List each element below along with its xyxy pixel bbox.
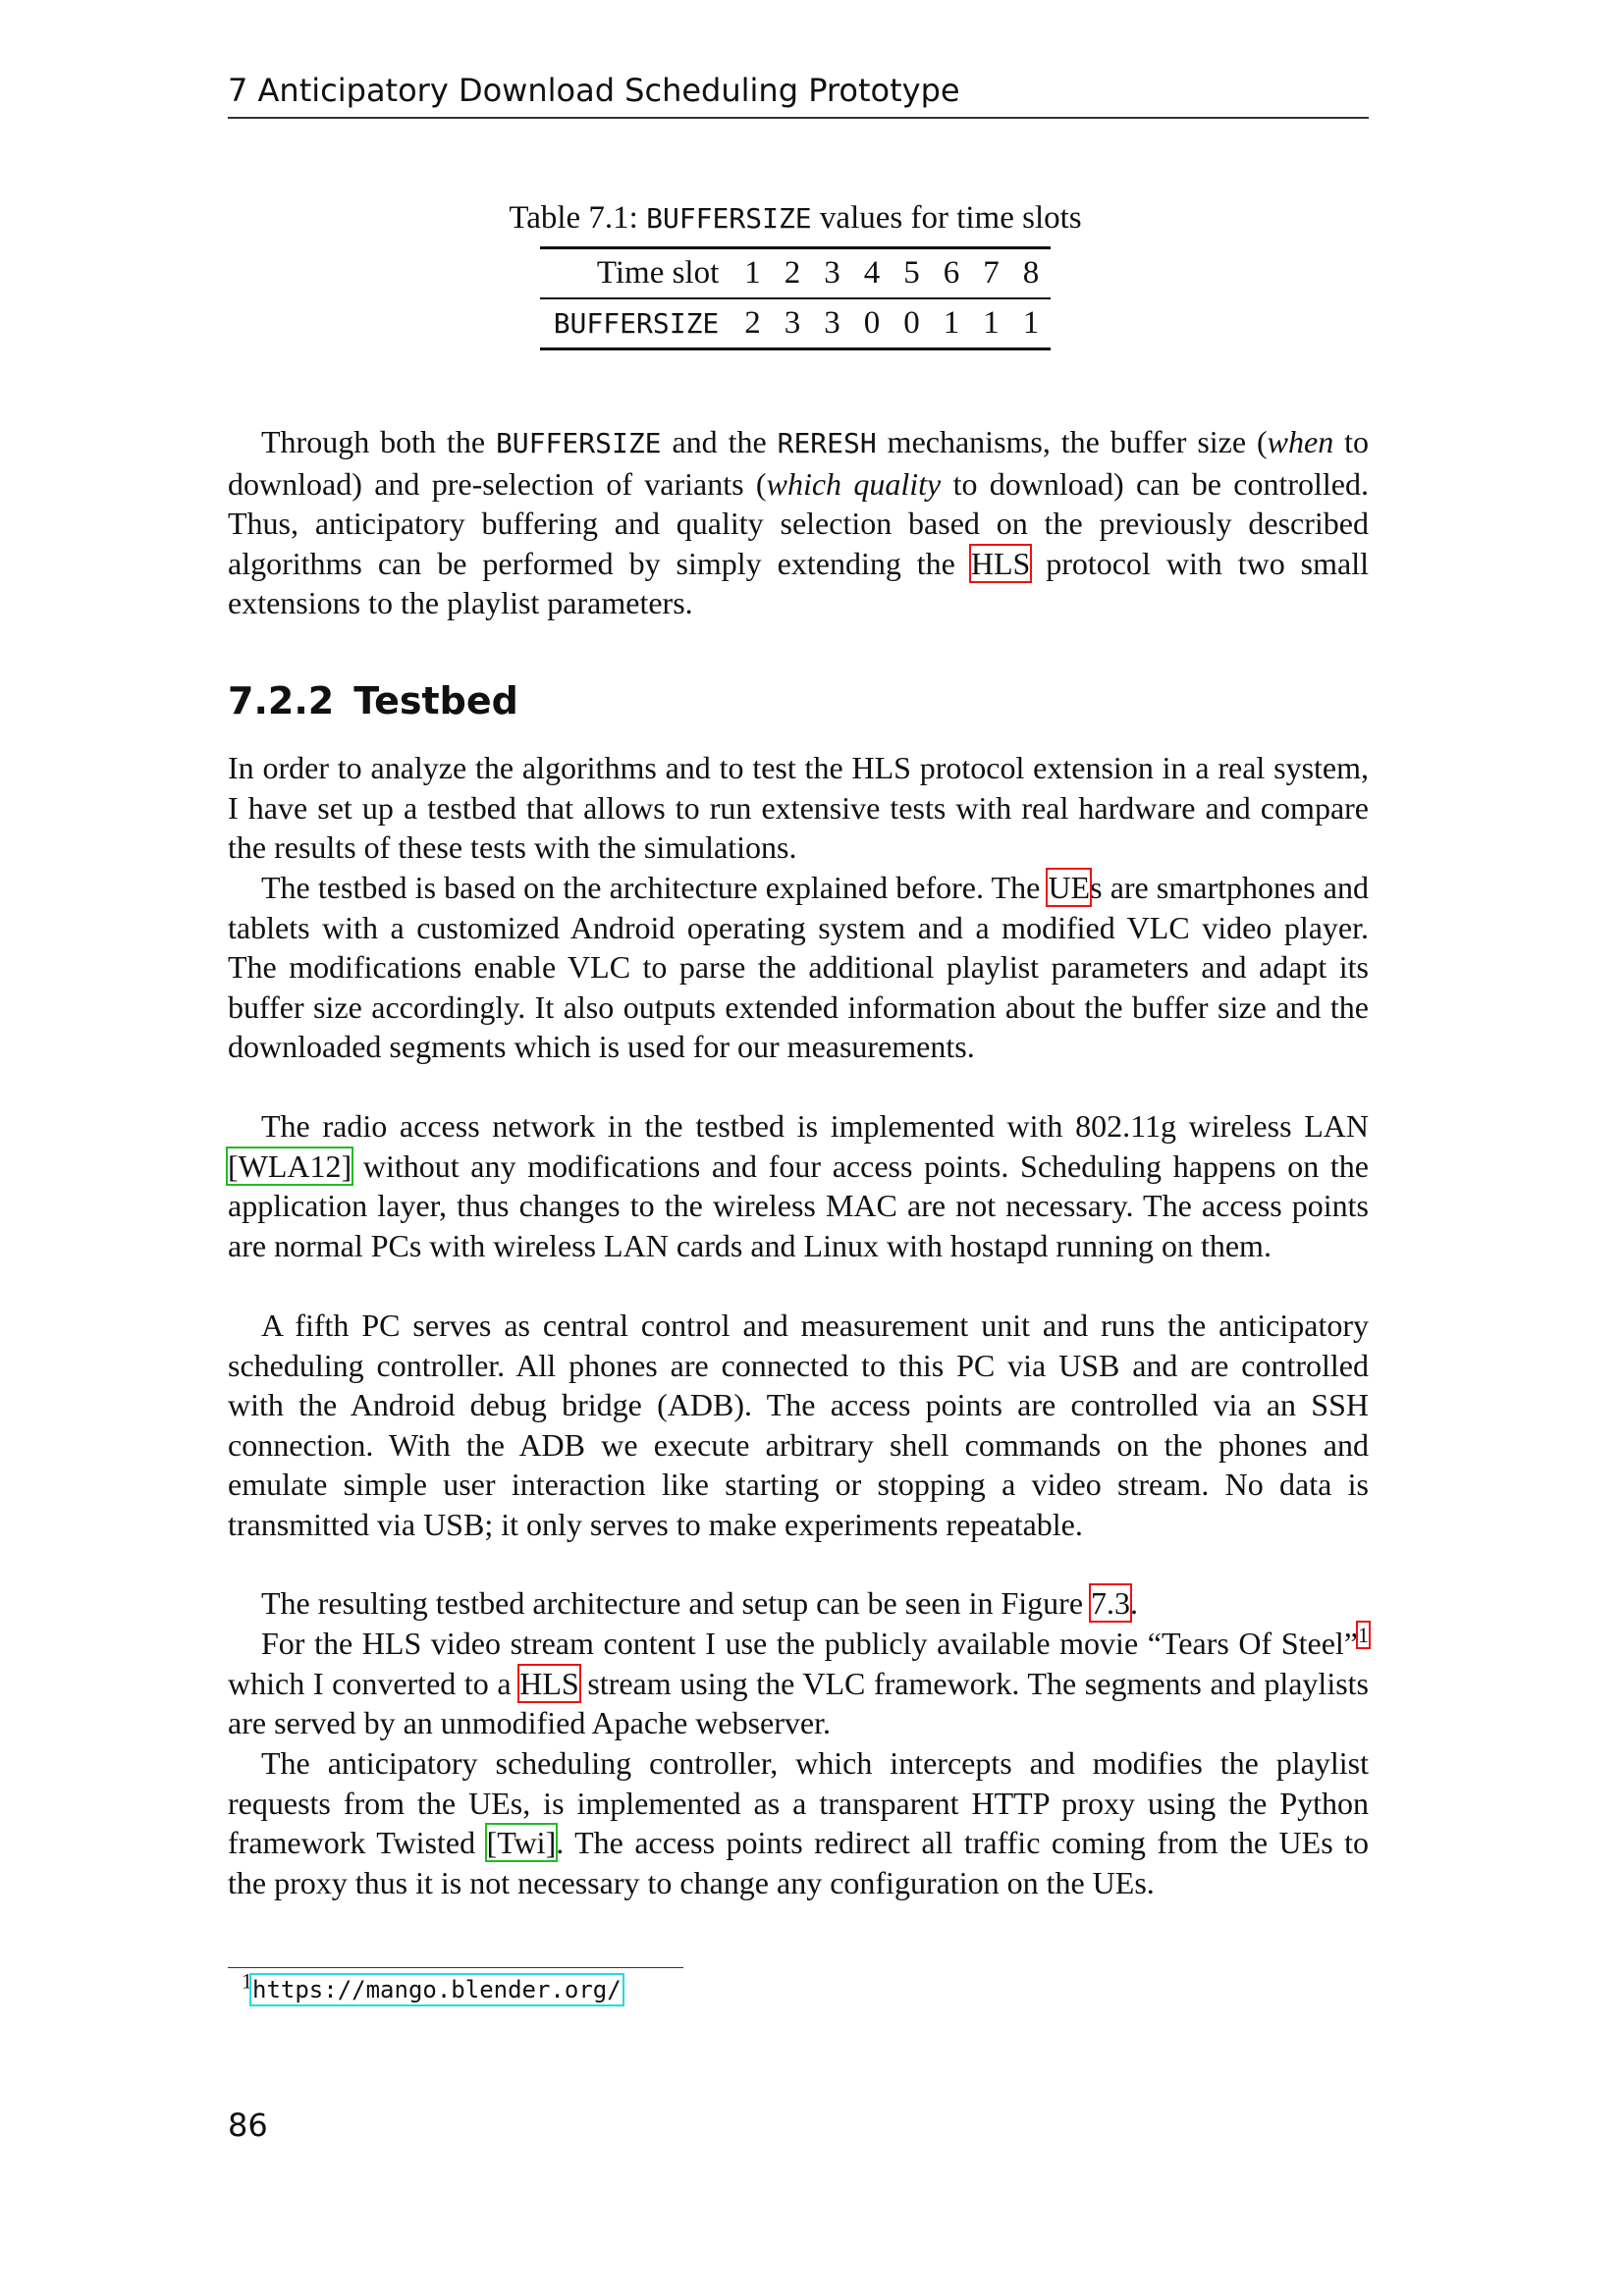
caption-suffix: values for time slots [811, 200, 1082, 236]
citation-link-twi[interactable]: [Twi] [486, 1825, 557, 1860]
slot-cell: 2 [784, 255, 801, 291]
header-label: Time slot [596, 255, 720, 291]
text-run: stream using the VLC framework. The segments and playlists are served by an unmodified Apache webserver. [228, 1665, 1370, 1740]
text-run: protocol with two small extensions to the playlist parameters. [228, 545, 1369, 620]
text-run: mechanisms, the buffer size ( [876, 424, 1268, 459]
text-run: to download) can be controlled. Thus, anticipatory buffering and quality selection based on the previously described algorithms can be performed by simply extending the [228, 465, 1370, 581]
section-title: Testbed [353, 679, 518, 722]
value-cell: 0 [863, 305, 881, 341]
text-run: . [1130, 1585, 1139, 1621]
paragraph-radio [228, 1106, 1369, 1265]
text-run: Through both the [261, 424, 496, 459]
slot-cell: 1 [744, 255, 761, 291]
text-run: The anticipatory scheduling controller, which intercepts and modifies the playlist requests from the UEs, is implemented as a transparent HTTP proxy using the Python framework Twisted [228, 1745, 1369, 1860]
table-row [540, 298, 1052, 349]
text-run: s are smartphones and tablets with a customized Android operating system and a modified VLC video player. The modifications enable VLC to parse the additional playlist parameters and adapt its buffer size accordingly. It also outputs extended information about the buffer size and the downloaded segments which is used for our measurements. [228, 870, 1370, 1064]
value-cell: 3 [784, 305, 801, 341]
value-cell: 1 [1022, 305, 1040, 341]
table-caption [491, 200, 1100, 237]
footnote [242, 1968, 622, 2004]
text-run: For the HLS video stream content I use the publicly available movie “Tears Of Steel” [261, 1626, 1358, 1661]
paragraph-proxy [228, 1743, 1369, 1902]
paragraph-figure-ref [228, 1583, 1369, 1624]
value-cell: 1 [983, 305, 1000, 341]
footnote-number: 1 [242, 1968, 252, 1994]
code-reresh: RERESH [777, 427, 877, 459]
acronym-link-hls[interactable]: HLS [970, 545, 1031, 581]
running-head: 7 Anticipatory Download Scheduling Prototype [228, 73, 1369, 119]
section-number: 7.2.2 [228, 679, 335, 722]
paragraph-content [228, 1624, 1369, 1743]
text-run: The resulting testbed architecture and setup can be seen in Figure [261, 1585, 1092, 1621]
paragraph-intro: In order to analyze the algorithms and to test the HLS protocol extension in a real system, I have set up a testbed that allows to run extensive tests with real hardware and compare the results of these tests with the simulations. [228, 750, 1369, 865]
buffersize-table [540, 246, 1052, 350]
text-run: . The access points redirect all traffic coming from the UEs to the proxy thus it is not necessary to change any configuration on the UEs. [228, 1825, 1370, 1900]
paragraph-architecture [228, 868, 1369, 1067]
footnote-marker[interactable]: 1 [1358, 1623, 1369, 1648]
value-cell: 2 [744, 305, 761, 341]
text-run: and the [661, 424, 778, 459]
code-buffersize: BUFFERSIZE [495, 427, 662, 459]
citation-link-wla12[interactable]: [WLA12] [228, 1148, 352, 1184]
text-run: which I converted to a [228, 1665, 520, 1701]
caption-code: BUFFERSIZE [646, 202, 812, 235]
slot-cell: 4 [863, 255, 881, 291]
text-run: without any modifications and four access points. Scheduling happens on the application layer, thus changes to the wireless MAC are not necessary. The access points are normal PCs with wireless LAN cards and Linux with hostapd running on them. [228, 1148, 1369, 1263]
figure-link-7-3[interactable]: 7.3 [1091, 1585, 1131, 1621]
emphasis-when: when [1267, 424, 1334, 459]
value-cell: 1 [943, 305, 960, 341]
section-heading [228, 679, 518, 722]
table-7-1 [491, 200, 1100, 350]
caption-prefix: Table 7.1: [509, 200, 647, 236]
value-cell: 3 [824, 305, 840, 341]
slot-cell: 3 [824, 255, 840, 291]
footnote-rule [228, 1967, 683, 1968]
slot-cell: 6 [943, 255, 960, 291]
acronym-link-hls[interactable]: HLS [519, 1665, 579, 1701]
slot-cell: 7 [983, 255, 1000, 291]
paragraph-fifth-pc: A fifth PC serves as central control and measurement unit and runs the anticipatory scheduling controller. All phones are connected to this PC via USB and are controlled with the Android debug bridge (ADB). The access points are controlled via an SSH connection. With the ADB we execute arbitrary shell commands on the phones and emulate simple user interaction like starting or stopping a video stream. No data is transmitted via USB; it only serves to make experiments repeatable. [228, 1308, 1369, 1542]
acronym-link-ue[interactable]: UE [1048, 870, 1091, 905]
text-run: to download) and pre-selection of variants ( [228, 424, 1369, 502]
slot-cell: 5 [903, 255, 920, 291]
text-run: The testbed is based on the architecture explained before. The [261, 870, 1049, 905]
page-number: 86 [228, 2107, 268, 2144]
value-cell: 0 [903, 305, 920, 341]
paragraph-mechanisms [228, 422, 1369, 623]
row-label: BUFFERSIZE [553, 307, 720, 340]
emphasis-which-quality: which quality [766, 465, 942, 502]
text-run: The radio access network in the testbed is implemented with 802.11g wireless LAN [261, 1108, 1369, 1144]
slot-cell: 8 [1022, 255, 1040, 291]
footnote-url-link[interactable]: https://mango.blender.org/ [252, 1976, 622, 2003]
table-header-row [540, 248, 1052, 299]
